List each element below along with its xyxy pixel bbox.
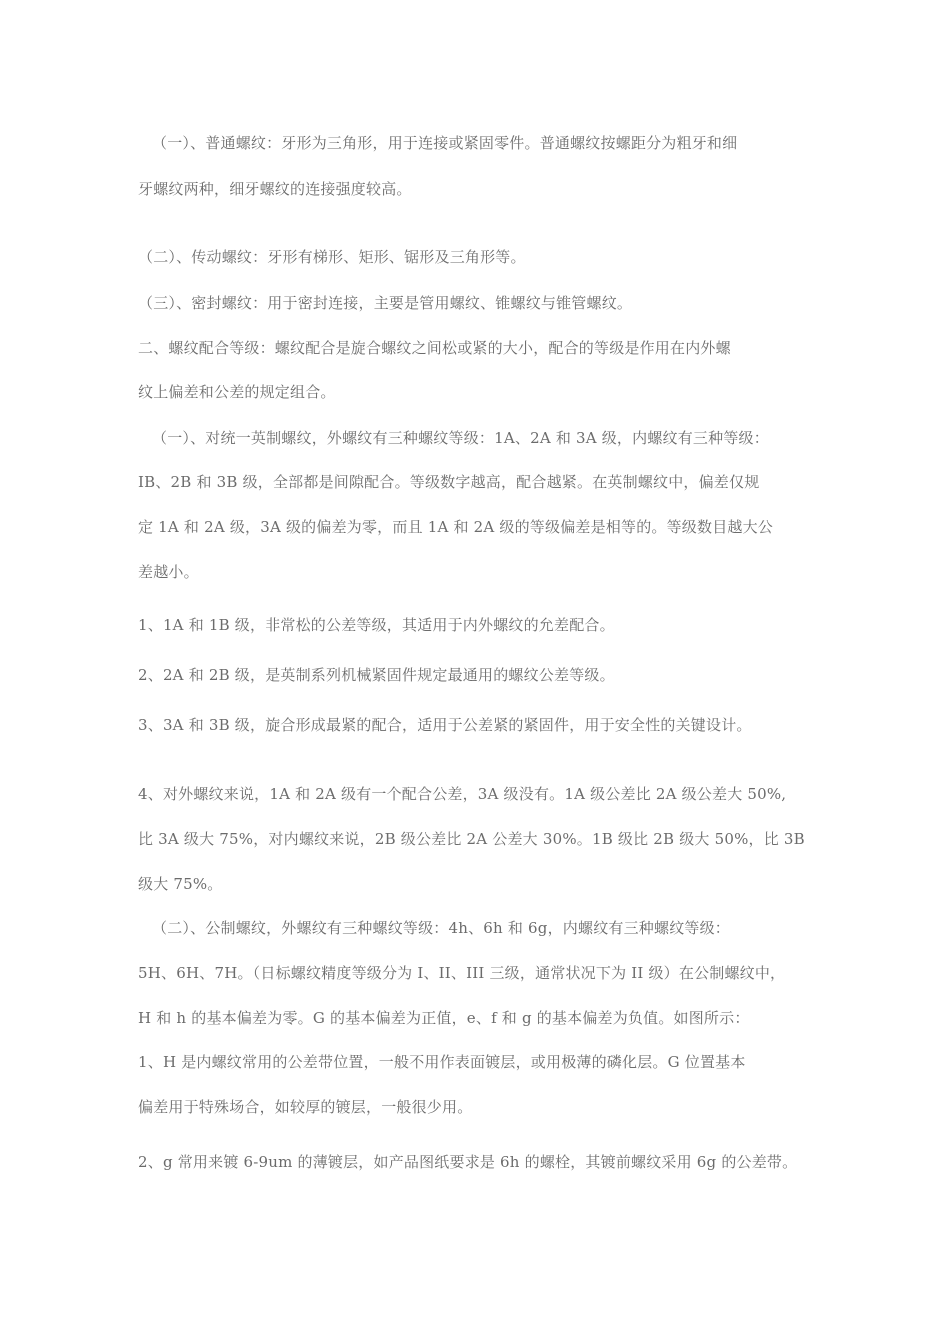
text-line: （一）、对统一英制螺纹，外螺纹有三种螺纹等级：1A、2A 和 3A 级，内螺纹有三种等级： <box>152 429 769 447</box>
text-line: 1、1A 和 1B 级，非常松的公差等级，其适用于内外螺纹的允差配合。 <box>138 616 615 634</box>
text-line: 4、对外螺纹来说，1A 和 2A 级有一个配合公差，3A 级没有。1A 级公差比 2A 级公差大 50%, <box>138 785 787 803</box>
text-line: 二、螺纹配合等级：螺纹配合是旋合螺纹之间松或紧的大小，配合的等级是作用在内外螺 <box>138 339 731 357</box>
text-line: （一）、普通螺纹：牙形为三角形，用于连接或紧固零件。普通螺纹按螺距分为粗牙和细 <box>152 134 738 152</box>
text-line: 比 3A 级大 75%，对内螺纹来说，2B 级公差比 2A 公差大 30%。1B 级比 2B 级大 50%，比 3B <box>138 830 805 848</box>
text-line: 2、g 常用来镀 6-9um 的薄镀层，如产品图纸要求是 6h 的螺栓，其镀前螺纹采用 6g 的公差带。 <box>138 1153 798 1171</box>
text-line: H 和 h 的基本偏差为零。G 的基本偏差为正值，e、f 和 g 的基本偏差为负值。如图所示： <box>138 1009 750 1027</box>
text-line: 3、3A 和 3B 级，旋合形成最紧的配合，适用于公差紧的紧固件，用于安全性的关键设计。 <box>138 716 752 734</box>
text-line: 定 1A 和 2A 级，3A 级的偏差为零，而且 1A 和 2A 级的等级偏差是相等的。等级数目越大公 <box>138 518 773 536</box>
text-line: （二）、传动螺纹：牙形有梯形、矩形、锯形及三角形等。 <box>138 248 526 266</box>
text-line: 5H、6H、7H。（日标螺纹精度等级分为 I、II、III 三级，通常状况下为 II 级）在公制螺纹中， <box>138 964 786 982</box>
text-line: 差越小。 <box>138 563 199 581</box>
text-line: 2、2A 和 2B 级，是英制系列机械紧固件规定最通用的螺纹公差等级。 <box>138 666 615 684</box>
text-line: 牙螺纹两种，细牙螺纹的连接强度较高。 <box>138 180 412 198</box>
text-line: （三）、密封螺纹：用于密封连接，主要是管用螺纹、锥螺纹与锥管螺纹。 <box>138 294 633 312</box>
text-line: 1、H 是内螺纹常用的公差带位置，一般不用作表面镀层，或用极薄的磷化层。G 位置基本 <box>138 1053 746 1071</box>
text-line: IB、2B 和 3B 级，全部都是间隙配合。等级数字越高，配合越紧。在英制螺纹中，偏差仅规 <box>138 473 760 491</box>
text-line: （二）、公制螺纹，外螺纹有三种螺纹等级：4h、6h 和 6g，内螺纹有三种螺纹等级： <box>152 919 730 937</box>
text-line: 级大 75%。 <box>138 875 223 893</box>
text-line: 偏差用于特殊场合，如较厚的镀层，一般很少用。 <box>138 1098 473 1116</box>
text-line: 纹上偏差和公差的规定组合。 <box>138 383 336 401</box>
